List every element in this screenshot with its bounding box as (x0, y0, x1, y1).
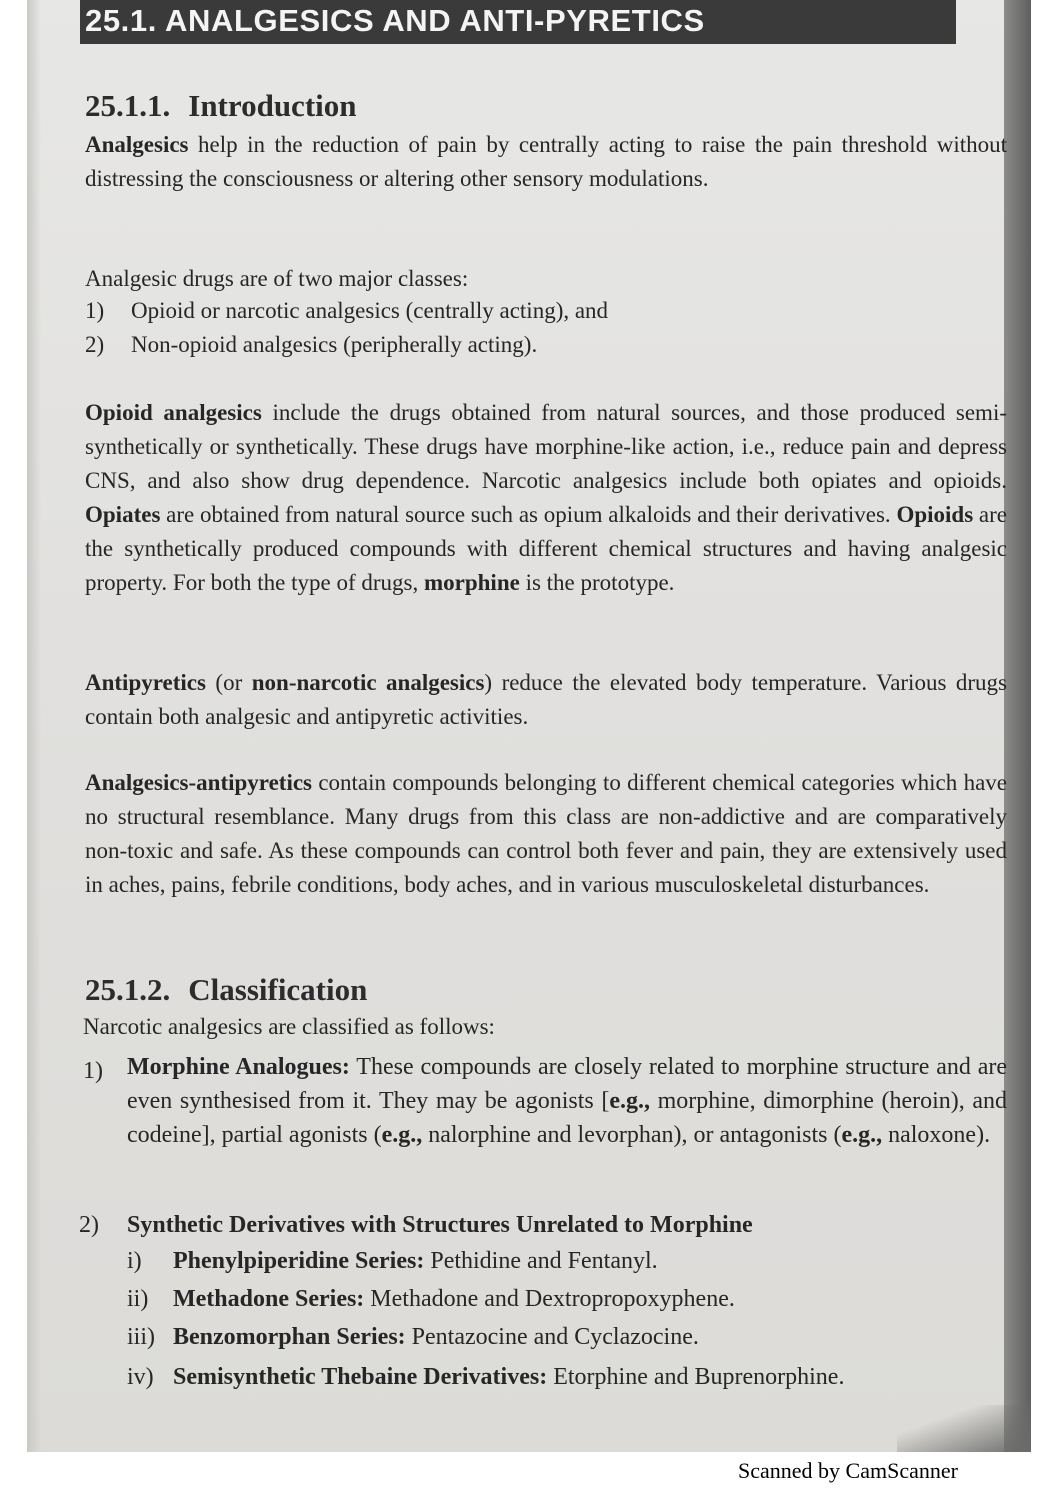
classification-item-1 (127, 1050, 1007, 1152)
scanner-watermark: Scanned by CamScanner (738, 1458, 958, 1483)
item1-text-4: naloxone). (882, 1122, 991, 1148)
classes-intro: Analgesic drugs are of two major classes: (85, 266, 469, 291)
sub-item-4-text: Etorphine and Buprenorphine. (547, 1364, 845, 1390)
sub-item-1-number: i) (127, 1248, 142, 1274)
class-item-1-text: Opioid or narcotic analgesics (centrally acting), and (131, 298, 609, 323)
sub-item-2-label: Methadone Series: (173, 1286, 365, 1312)
sub-item-1-text: Pethidine and Fentanyl. (424, 1248, 658, 1274)
item1-text-1: These compounds are closely related to morphine structure and are even synthesised from it. They may be agonists [ (127, 1054, 1007, 1114)
eg-1: e.g., (609, 1088, 650, 1114)
sub-item-3-label: Benzomorphan Series: (173, 1324, 406, 1350)
term-opiates: Opiates (85, 502, 161, 527)
class-item-2-number: 2) (85, 332, 105, 357)
intro-heading-title: Introduction (188, 88, 357, 123)
analgesics-antipyretics-text: contain compounds belonging to different chemical categories which have no structural resemblance. Many drugs from this class are non-addictive and are comparatively non-toxic and safe. As these compounds can control both fever and pain, they are extensively used in aches, pains, febrile conditions, body aches, and in various musculoskeletal disturbances. (85, 770, 1007, 897)
sub-item-4-number: iv) (127, 1364, 154, 1390)
opioid-text-2: are obtained from natural source such as opium alkaloids and their derivatives. (160, 502, 897, 527)
classification-item-1-number: 1) (83, 1058, 103, 1084)
intro-p1-text: help in the reduction of pain by centrally acting to raise the pain threshold without distressing the consciousness or altering other sensory modulations. (85, 132, 1007, 191)
intro-paragraph-1 (85, 128, 1007, 196)
sub-item-2-number: ii) (127, 1286, 149, 1312)
classification-intro: Narcotic analgesics are classified as follows: (83, 1014, 495, 1039)
antipyretics-text-2: ) reduce the elevated body temperature. Various drugs contain both analgesic and antipyretic activities. (85, 670, 1007, 729)
chapter-title: 25.1. ANALGESICS AND ANTI-PYRETICS (85, 3, 705, 38)
intro-heading (85, 88, 357, 124)
term-non-narcotic-analgesics: non-narcotic analgesics (251, 670, 485, 695)
scanned-page (27, 0, 1031, 1452)
classification-heading-number: 25.1.2. (85, 972, 171, 1007)
page-edge-shadow (27, 0, 41, 1452)
eg-3: e.g., (841, 1122, 883, 1148)
sub-item-1-label: Phenylpiperidine Series: (173, 1248, 425, 1274)
sub-item-1 (127, 1248, 658, 1275)
term-morphine: morphine (423, 570, 520, 595)
opioid-text-4: is the prototype. (519, 570, 675, 595)
item1-text-3: nalorphine and levorphan), or antagonists ( (422, 1122, 842, 1148)
page-binding-shadow (1004, 0, 1031, 1452)
opioid-text-3: are the synthetically produced compounds with different chemical structures and having analgesic property. For both the type of drugs, (85, 502, 1008, 595)
term-opioid-analgesics: Opioid analgesics (85, 400, 262, 425)
sub-item-3-text: Pentazocine and Cyclazocine. (405, 1324, 699, 1350)
sub-item-3 (127, 1324, 699, 1351)
classification-item-2 (79, 1212, 753, 1239)
class-item-1 (85, 298, 608, 324)
analgesics-antipyretics-paragraph (85, 766, 1007, 902)
sub-item-4 (127, 1364, 844, 1391)
sub-item-2 (127, 1286, 735, 1313)
opioid-paragraph (85, 396, 1007, 600)
eg-2: e.g., (381, 1122, 423, 1148)
sub-item-4-label: Semisynthetic Thebaine Derivatives: (173, 1364, 548, 1390)
classification-heading (85, 972, 367, 1008)
item1-text-2: morphine, dimorphine (heroin), and codeine], partial agonists ( (127, 1088, 1008, 1148)
class-item-2 (85, 332, 537, 358)
sub-item-3-number: iii) (127, 1324, 155, 1350)
antipyretics-text-1: (or (205, 670, 252, 695)
sub-item-2-text: Methadone and Dextropropoxyphene. (364, 1286, 735, 1312)
term-morphine-analogues: Morphine Analogues: (127, 1054, 350, 1080)
term-analgesics-antipyretics: Analgesics-antipyretics (85, 770, 313, 795)
classification-item-2-number: 2) (79, 1212, 99, 1238)
term-opioids: Opioids (896, 502, 974, 527)
intro-heading-number: 25.1.1. (85, 88, 171, 123)
antipyretics-paragraph (85, 666, 1007, 734)
term-antipyretics: Antipyretics (85, 670, 206, 695)
term-analgesics: Analgesics (85, 132, 189, 157)
page-corner-shadow (897, 1405, 1031, 1452)
classification-heading-title: Classification (188, 972, 368, 1007)
class-item-2-text: Non-opioid analgesics (peripherally acting). (131, 332, 538, 357)
opioid-text-1: include the drugs obtained from natural sources, and those produced semi-synthetically or synthetically. These drugs have morphine-like action, i.e., reduce pain and depress CNS, and also show drug dependence. Narcotic analgesics include both opiates and opioids. (85, 400, 1007, 493)
class-item-1-number: 1) (85, 298, 105, 323)
classification-item-2-title: Synthetic Derivatives with Structures Unrelated to Morphine (127, 1212, 753, 1238)
